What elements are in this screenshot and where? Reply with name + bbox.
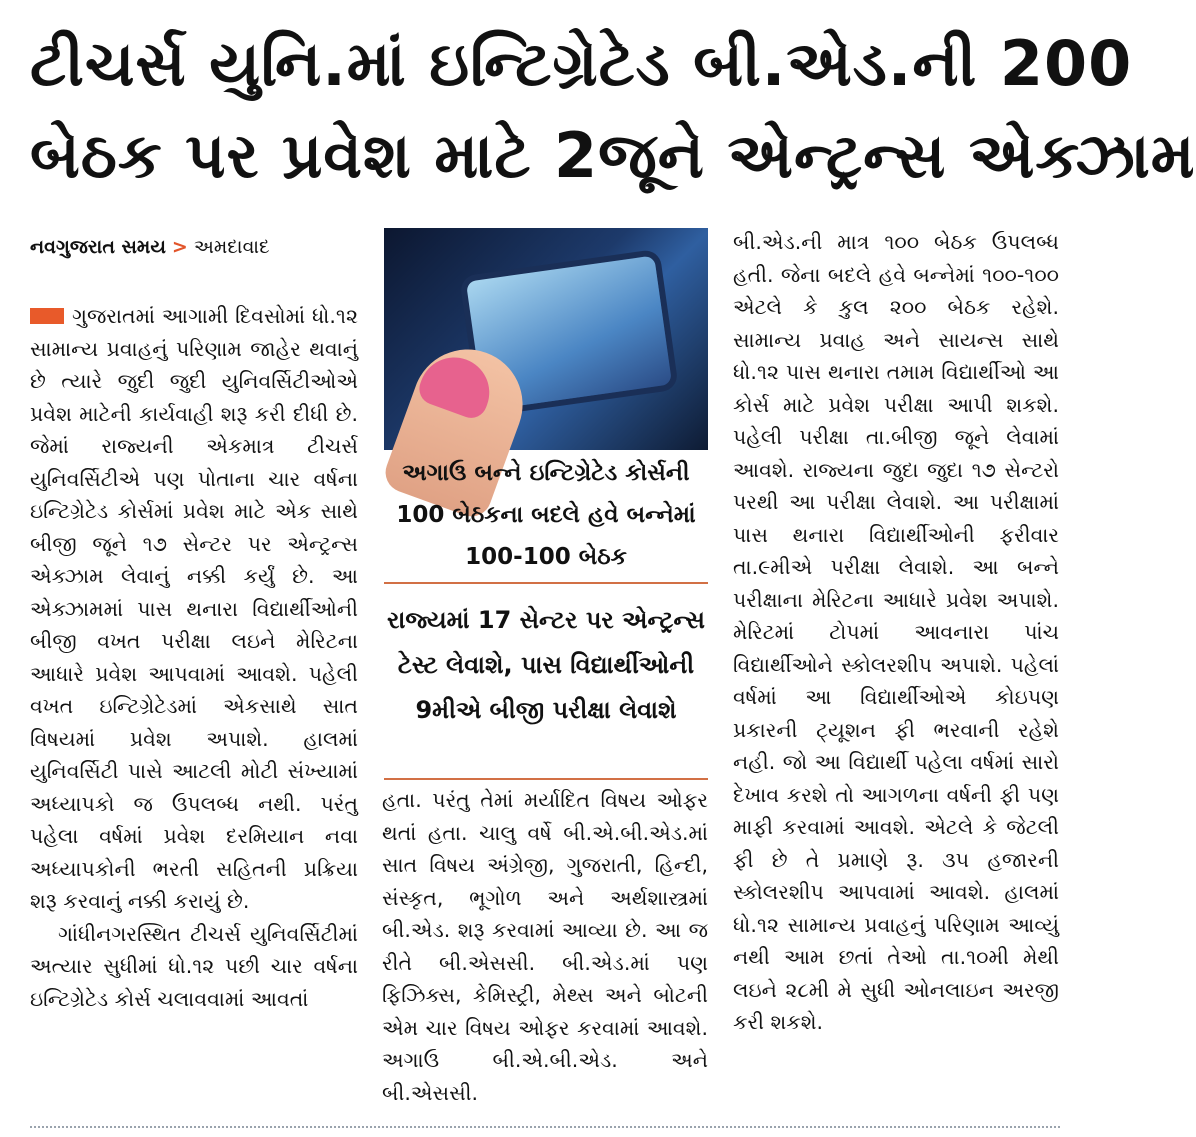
callout-1: અગાઉ બન્ને ઇન્ટિગ્રેટેડ કોર્સની 100 બેઠકના બદલે હવે બન્નેમાં 100-100 બેઠક bbox=[396, 460, 696, 570]
column-1-paragraph-2: ગાંધીનગરસ્થિત ટીચર્સ યુનિવર્સિટીમાં અત્યાર સુધીમાં ધો.૧૨ પછી ચાર વર્ષના ઇન્ટિગ્રેટેડ કોર્સ ચલાવવામાં આવતાં bbox=[30, 921, 358, 1011]
headline-line-1: ટીચર્સ યુનિ.માં ઇન્ટિગ્રેટેડ બી.એડ.ની 200 bbox=[30, 27, 1133, 100]
callout-2: રાજ્યમાં 17 સેન્ટર પર એન્ટ્રન્સ ટેસ્ટ લેવાશે, પાસ વિદ્યાર્થીઓની 9મીએ બીજી પરીક્ષા લેવાશે bbox=[387, 606, 705, 724]
headline bbox=[30, 18, 1196, 202]
byline-location: અમદાવાદ bbox=[193, 236, 270, 258]
byline-paper: નવગુજરાત સમય bbox=[30, 236, 166, 258]
column-1-paragraph-1-text: ગુજરાતમાં આગામી દિવસોમાં ધો.૧૨ સામાન્ય પ્રવાહનું પરિણામ જાહેર થવાનું છે ત્યારે જુદી જુદી યુનિવર્સિટીઓએ પ્રવેશ માટેની કાર્યવાહી શરૂ કરી દીધી છે. જેમાં રાજ્યની એકમાત્ર ટીચર્સ યુનિવર્સિટીએ પણ પોતાના ચાર વર્ષના ઇન્ટિગ્રેટેડ કોર્સમાં પ્રવેશ માટે એક સાથે બીજી જૂને ૧૭ સેન્ટર પર એન્ટ્રન્સ એક્ઝામ લેવાનું નક્કી કર્યું છે. આ એક્ઝામમાં પાસ થનારા વિદ્યાર્થીઓની બીજી વખત પરીક્ષા લઇને મેરિટના આધારે પ્રવેશ આપવામાં આવશે. પહેલી વખત ઇન્ટિગ્રેટેડમાં એકસાથે સાત વિષયમાં પ્રવેશ અપાશે. હાલમાં યુનિવર્સિટી પાસે આટલી મોટી સંખ્યામાં અધ્યાપકો જ ઉપલબ્ધ નથી. પરંતુ પહેલા વર્ષમાં પ્રવેશ દરમિયાન નવા અધ્યાપકોની ભરતી સહિતની પ્રક્રિયા શરૂ કરવાનું નક્કી કરાયું છે. bbox=[30, 304, 358, 913]
article-photo bbox=[384, 228, 708, 450]
article-column-3 bbox=[733, 226, 1059, 1039]
callout-divider-2 bbox=[384, 778, 708, 780]
article-column-2 bbox=[382, 784, 708, 1109]
column-3-paragraph-1: બી.એડ.ની માત્ર ૧૦૦ બેઠક ઉપલબ્ધ હતી. જેના બદલે હવે બન્નેમાં ૧૦૦-૧૦૦ એટલે કે કુલ ૨૦૦ બેઠક રહેશે. સામાન્ય પ્રવાહ અને સાયન્સ સાથે ધો.૧૨ પાસ થનારા તમામ વિદ્યાર્થીઓ આ કોર્સ માટે પ્રવેશ પરીક્ષા આપી શકશે. પહેલી પરીક્ષા તા.બીજી જૂને લેવામાં આવશે. રાજ્યના જુદા જુદા ૧૭ સેન્ટરો પરથી આ પરીક્ષા લેવાશે. આ પરીક્ષામાં પાસ થનારા વિદ્યાર્થીઓની ફરીવાર તા.૯મીએ પરીક્ષા લેવાશે. આ બન્ને પરીક્ષાના મેરિટના આધારે પ્રવેશ અપાશે. મેરિટમાં ટોપમાં આવનારા પાંચ વિદ્યાર્થીઓને સ્કોલરશીપ અપાશે. પહેલાં વર્ષમાં આ વિદ્યાર્થીઓએ કોઇપણ પ્રકારની ટ્યૂશન ફી ભરવાની રહેશે નહી. જો આ વિદ્યાર્થી પહેલા વર્ષમાં સારો દેખાવ કરશે તો આગળના વર્ષની ફી પણ માફી કરવામાં આવશે. એટલે કે જેટલી ફી છે તે પ્રમાણે રૂ. ૩૫ હજારની સ્કોલરશીપ આપવામાં આવશે. હાલમાં ધો.૧૨ સામાન્ય પ્રવાહનું પરિણામ આવ્યું નથી આમ છતાં તેઓ તા.૧૦મી મેથી લઇને ૨૮મી મે સુધી ઓનલાઇન અરજી કરી શકશે. bbox=[733, 230, 1059, 1034]
column-2-paragraph-1: હતા. પરંતુ તેમાં મર્યાદિત વિષય ઓફર થતાં હતા. ચાલુ વર્ષે બી.એ.બી.એડ.માં સાત વિષય અંગ્રેજી, ગુજરાતી, હિન્દી, સંસ્કૃત, ભૂગોળ અને અર્થશાસ્ત્રમાં બી.એડ. શરૂ કરવામાં આવ્યા છે. આ જ રીતે બી.એસસી. બી.એડ.માં પણ ફિઝિક્સ, કેમિસ્ટ્રી, મેથ્સ અને બોટની એમ ચાર વિષય ઓફર કરવામાં આવશે. અગાઉ બી.એ.બી.એડ. અને બી.એસસી. bbox=[382, 788, 708, 1105]
column-1-paragraph-1 bbox=[30, 300, 358, 918]
section-marker bbox=[30, 308, 64, 324]
byline-separator: > bbox=[171, 236, 188, 258]
page-bottom-rule bbox=[30, 1126, 1060, 1131]
byline bbox=[30, 236, 370, 258]
callout-divider-1 bbox=[384, 582, 708, 584]
article-column-1 bbox=[30, 300, 358, 1015]
headline-line-2: બેઠક પર પ્રવેશ માટે 2જૂને એન્ટ્રન્સ એક્ઝામ bbox=[30, 119, 1196, 192]
